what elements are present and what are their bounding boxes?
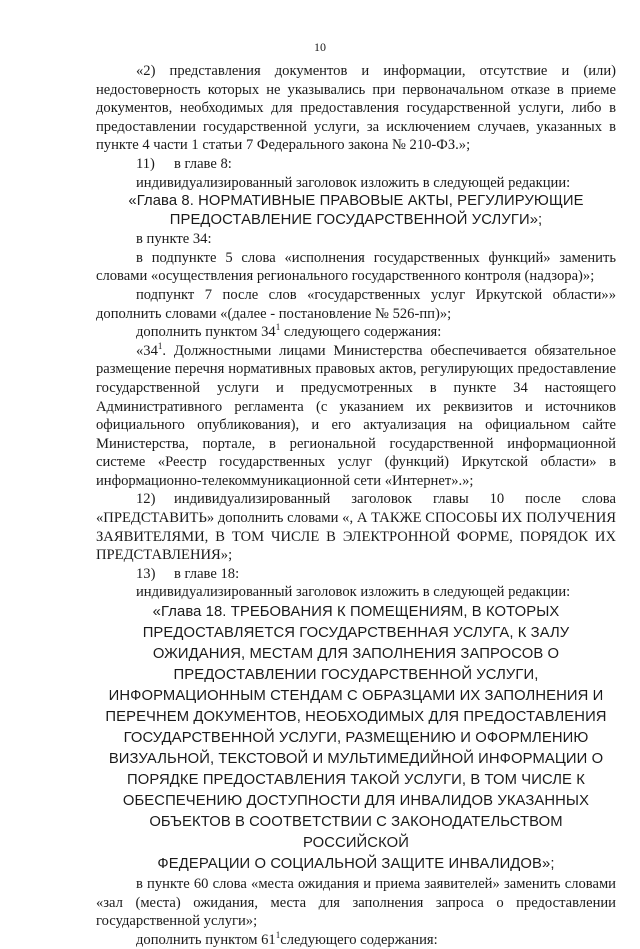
paragraph: дополнить пунктом $34^1$ следующего содержания: <box>136 322 442 341</box>
item-number: 13) <box>136 565 156 582</box>
chapter-heading-18: «Глава 18. ТРЕБОВАНИЯ К ПОМЕЩЕНИЯМ, В КОТОРЫХ ПРЕДОСТАВЛЯЕТСЯ ГОСУДАРСТВЕННАЯ УСЛУГА, К ЗАЛУ ОЖИДАНИЯ, МЕСТАМ ДЛЯ ЗАПОЛНЕНИЯ ЗАПРОСОВ О ПРЕДОСТАВЛЕНИИ ГОСУДАРСТВЕННОЙ УСЛУГИ, ИНФОРМАЦИОННЫМ СТЕНДАМ С ОБРАЗЦАМИ ИХ ЗАПОЛНЕНИЯ И ПЕРЕЧНЕМ ДОКУМЕНТОВ, НЕОБХОДИМЫХ ДЛЯ ПРЕДОСТАВЛЕНИЯ ГОСУДАРСТВЕННОЙ УСЛУГИ, РАЗМЕЩЕНИЮ И ОФОРМЛЕНИЮ ВИЗУАЛЬНОЙ, ТЕКСТОВОЙ И МУЛЬТИМЕДИЙНОЙ ИНФОРМАЦИИ О ПОРЯДКЕ ПРЕДОСТАВЛЕНИЯ ТАКОЙ УСЛУГИ, В ТОМ ЧИСЛЕ К ОБЕСПЕЧЕНИЮ ДОСТУПНОСТИ ДЛЯ ИНВАЛИДОВ УКАЗАННЫХ ОБЪЕКТОВ В СООТВЕТСТВИИ С ЗАКОНОДАТЕЛЬСТВОМ РОССИЙСКОЙ ФЕДЕРАЦИИ О СОЦИАЛЬНОЙ ЗАЩИТЕ ИНВАЛИДОВ»; <box>105 604 607 873</box>
paragraph-item-2: «2) представления документов и информации, отсутствие и (или) недостоверность которых не указывались при первоначальном отказе в приеме документов, необходимых для предоставления государственной услуги, либо в предоставлении государственной услуги, за исключением случаев, указанных в пункте 4 части 1 статьи 7 Федерального закона № 210-ФЗ.»; <box>96 63 616 154</box>
paragraph: в пункте 34: <box>136 231 212 248</box>
paragraph: индивидуализированный заголовок изложить в следующей редакции: <box>136 174 571 191</box>
document-body <box>96 62 616 949</box>
paragraph: дополнить пунктом $61^1следующего$ содержания: <box>136 929 438 948</box>
list-item-11: 11) в главе 8: <box>136 155 232 172</box>
item-number: 11) <box>136 155 155 172</box>
paragraph: в пункте 60 слова «места ожидания и приема заявителей» заменить словами «зал (места) ожидания, места для заполнения запроса о предоставлении государственной услуги»; <box>96 876 616 930</box>
paragraph: подпункт 7 после слов «государственных услуг Иркутской области»» дополнить словами «(далее - постановление № 526-пп)»; <box>96 286 616 322</box>
paragraph: в подпункте 5 слова «исполнения государственных функций» заменить словами «осуществления регионального государственного контроля (надзора)»; <box>96 249 616 285</box>
list-item-13: 13) в главе 18: <box>136 565 240 582</box>
chapter-heading-8: «Глава 8. НОРМАТИВНЫЕ ПРАВОВЫЕ АКТЫ, РЕГУЛИРУЮЩИЕ ПРЕДОСТАВЛЕНИЕ ГОСУДАРСТВЕННОЙ УСЛУГИ»; <box>128 193 584 229</box>
paragraph: индивидуализированный заголовок изложить в следующей редакции: <box>136 584 571 601</box>
page-number: 10 <box>314 40 326 54</box>
list-item-12: 12) индивидуализированный заголовок главы 10 после слова «ПРЕДСТАВИТЬ» дополнить словами «, А ТАКЖЕ СПОСОБЫ ИХ ПОЛУЧЕНИЯ ЗАЯВИТЕЛЯМИ, В ТОМ ЧИСЛЕ В ЭЛЕКТРОННОЙ ФОРМЕ, ПОРЯДОК ИХ ПРЕДСТАВЛЕНИЯ»; <box>96 491 616 564</box>
item-number: 12) <box>136 491 156 508</box>
paragraph-point-34-1: «$34^1$. Должностными лицами Министерства обеспечивается обязательное размещение перечня нормативных правовых актов, регулирующих предоставление государственной услуги и предусмотренных в пункте 34 настоящего Административного регламента (с указанием их реквизитов и источников официального опубликования), и его актуализация на официальном сайте Министерства, портале, в региональной государственной информационной системе «Реестр государственных услуг (функций) Иркутской области» в информационно-телекоммуникационной сети «Интернет».»; <box>96 340 616 489</box>
